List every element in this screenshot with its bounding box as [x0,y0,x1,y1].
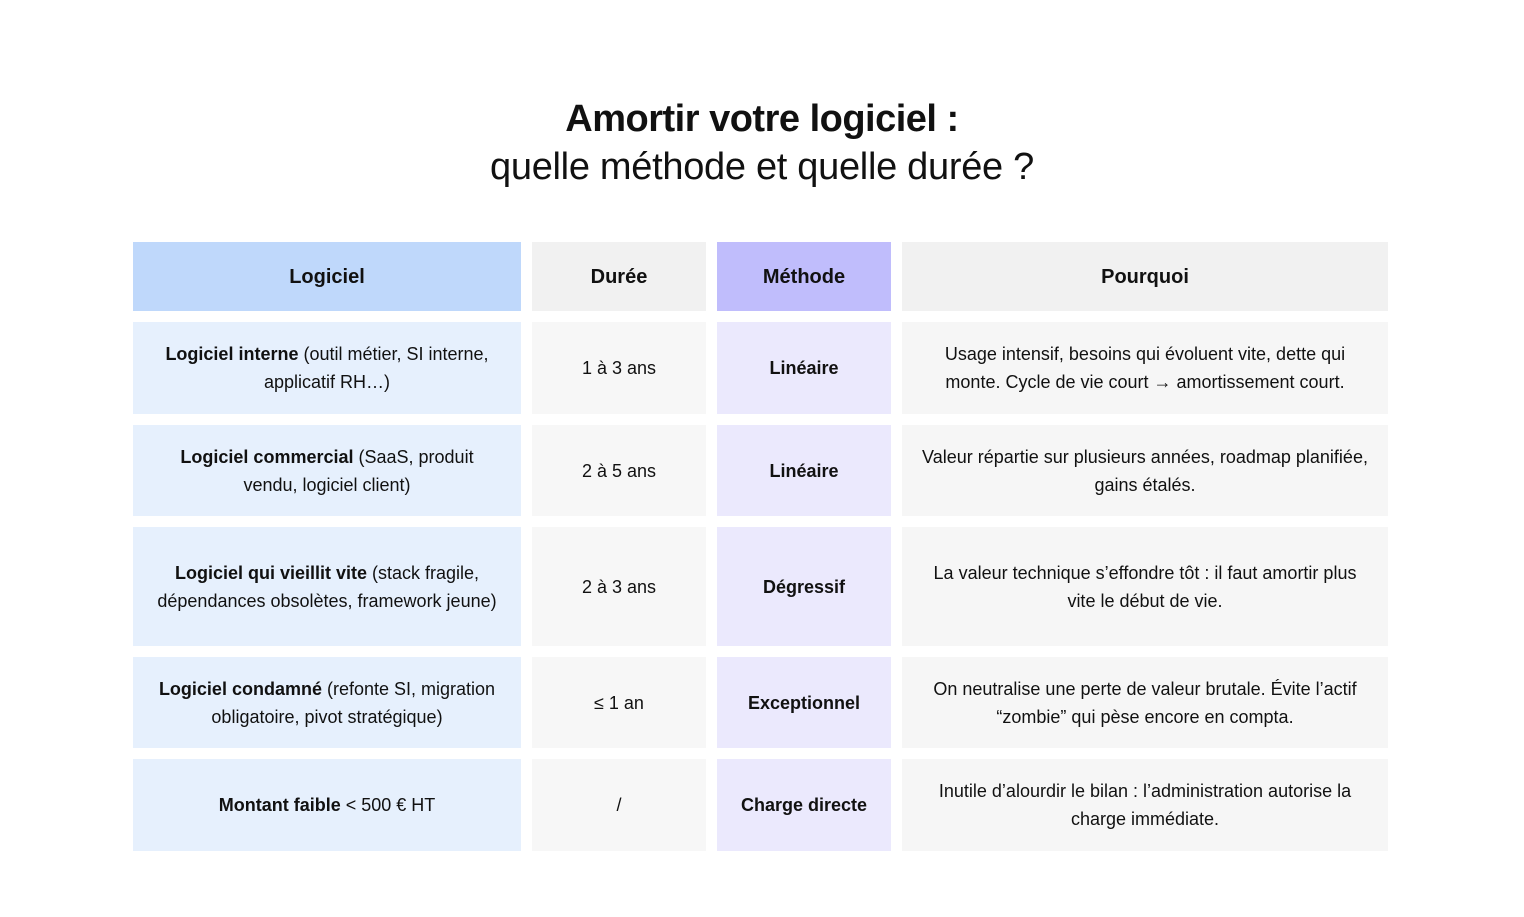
software-type: Montant faible [218,795,341,815]
cell-methode: Linéaire [717,425,891,516]
cell-duree: 2 à 3 ans [532,527,706,646]
cell-duree: ≤ 1 an [532,657,706,748]
cell-pourquoi: On neutralise une perte de valeur brutale. Évite l’actif “zombie” qui pèse encore en compta. [902,657,1388,748]
title-line-2: quelle méthode et quelle durée ? [490,146,1034,188]
cell-logiciel [133,322,521,414]
title-line-1: Amortir votre logiciel : [565,98,959,140]
page-title [0,96,1524,192]
software-detail: (refonte SI, migration obligatoire, pivot stratégique) [211,678,496,727]
cell-methode: Linéaire [717,322,891,414]
cell-pourquoi: Valeur répartie sur plusieurs années, roadmap planifiée, gains étalés. [902,425,1388,516]
software-type: Logiciel qui vieillit vite [174,562,367,583]
cell-methode: Dégressif [717,527,891,646]
cell-methode: Exceptionnel [717,657,891,748]
software-detail: (outil métier, SI interne, applicatif RH…) [263,344,489,392]
cell-logiciel [133,759,521,851]
software-type: Logiciel interne [165,344,299,364]
header-logiciel: Logiciel [133,242,521,311]
amortization-table [133,242,1388,851]
software-type: Logiciel commercial [180,446,354,467]
software-detail: < 500 € HT [340,795,436,815]
header-duree: Durée [532,242,706,311]
cell-duree: 1 à 3 ans [532,322,706,414]
cell-logiciel [133,425,521,516]
cell-logiciel [133,527,521,646]
cell-logiciel [133,657,521,748]
cell-duree: 2 à 5 ans [532,425,706,516]
software-type: Logiciel condamné [158,678,322,699]
header-methode: Méthode [717,242,891,311]
cell-methode: Charge directe [717,759,891,851]
cell-pourquoi: La valeur technique s’effondre tôt : il faut amortir plus vite le début de vie. [902,527,1388,646]
cell-duree: / [532,759,706,851]
cell-pourquoi: Inutile d’alourdir le bilan : l’administration autorise la charge immédiate. [902,759,1388,851]
cell-pourquoi: Usage intensif, besoins qui évoluent vite, dette qui monte. Cycle de vie court → amortissement court. [902,322,1388,414]
software-detail: (stack fragile, dépendances obsolètes, framework jeune) [157,562,497,611]
header-pourquoi: Pourquoi [902,242,1388,311]
software-detail: (SaaS, produit vendu, logiciel client) [243,446,474,495]
